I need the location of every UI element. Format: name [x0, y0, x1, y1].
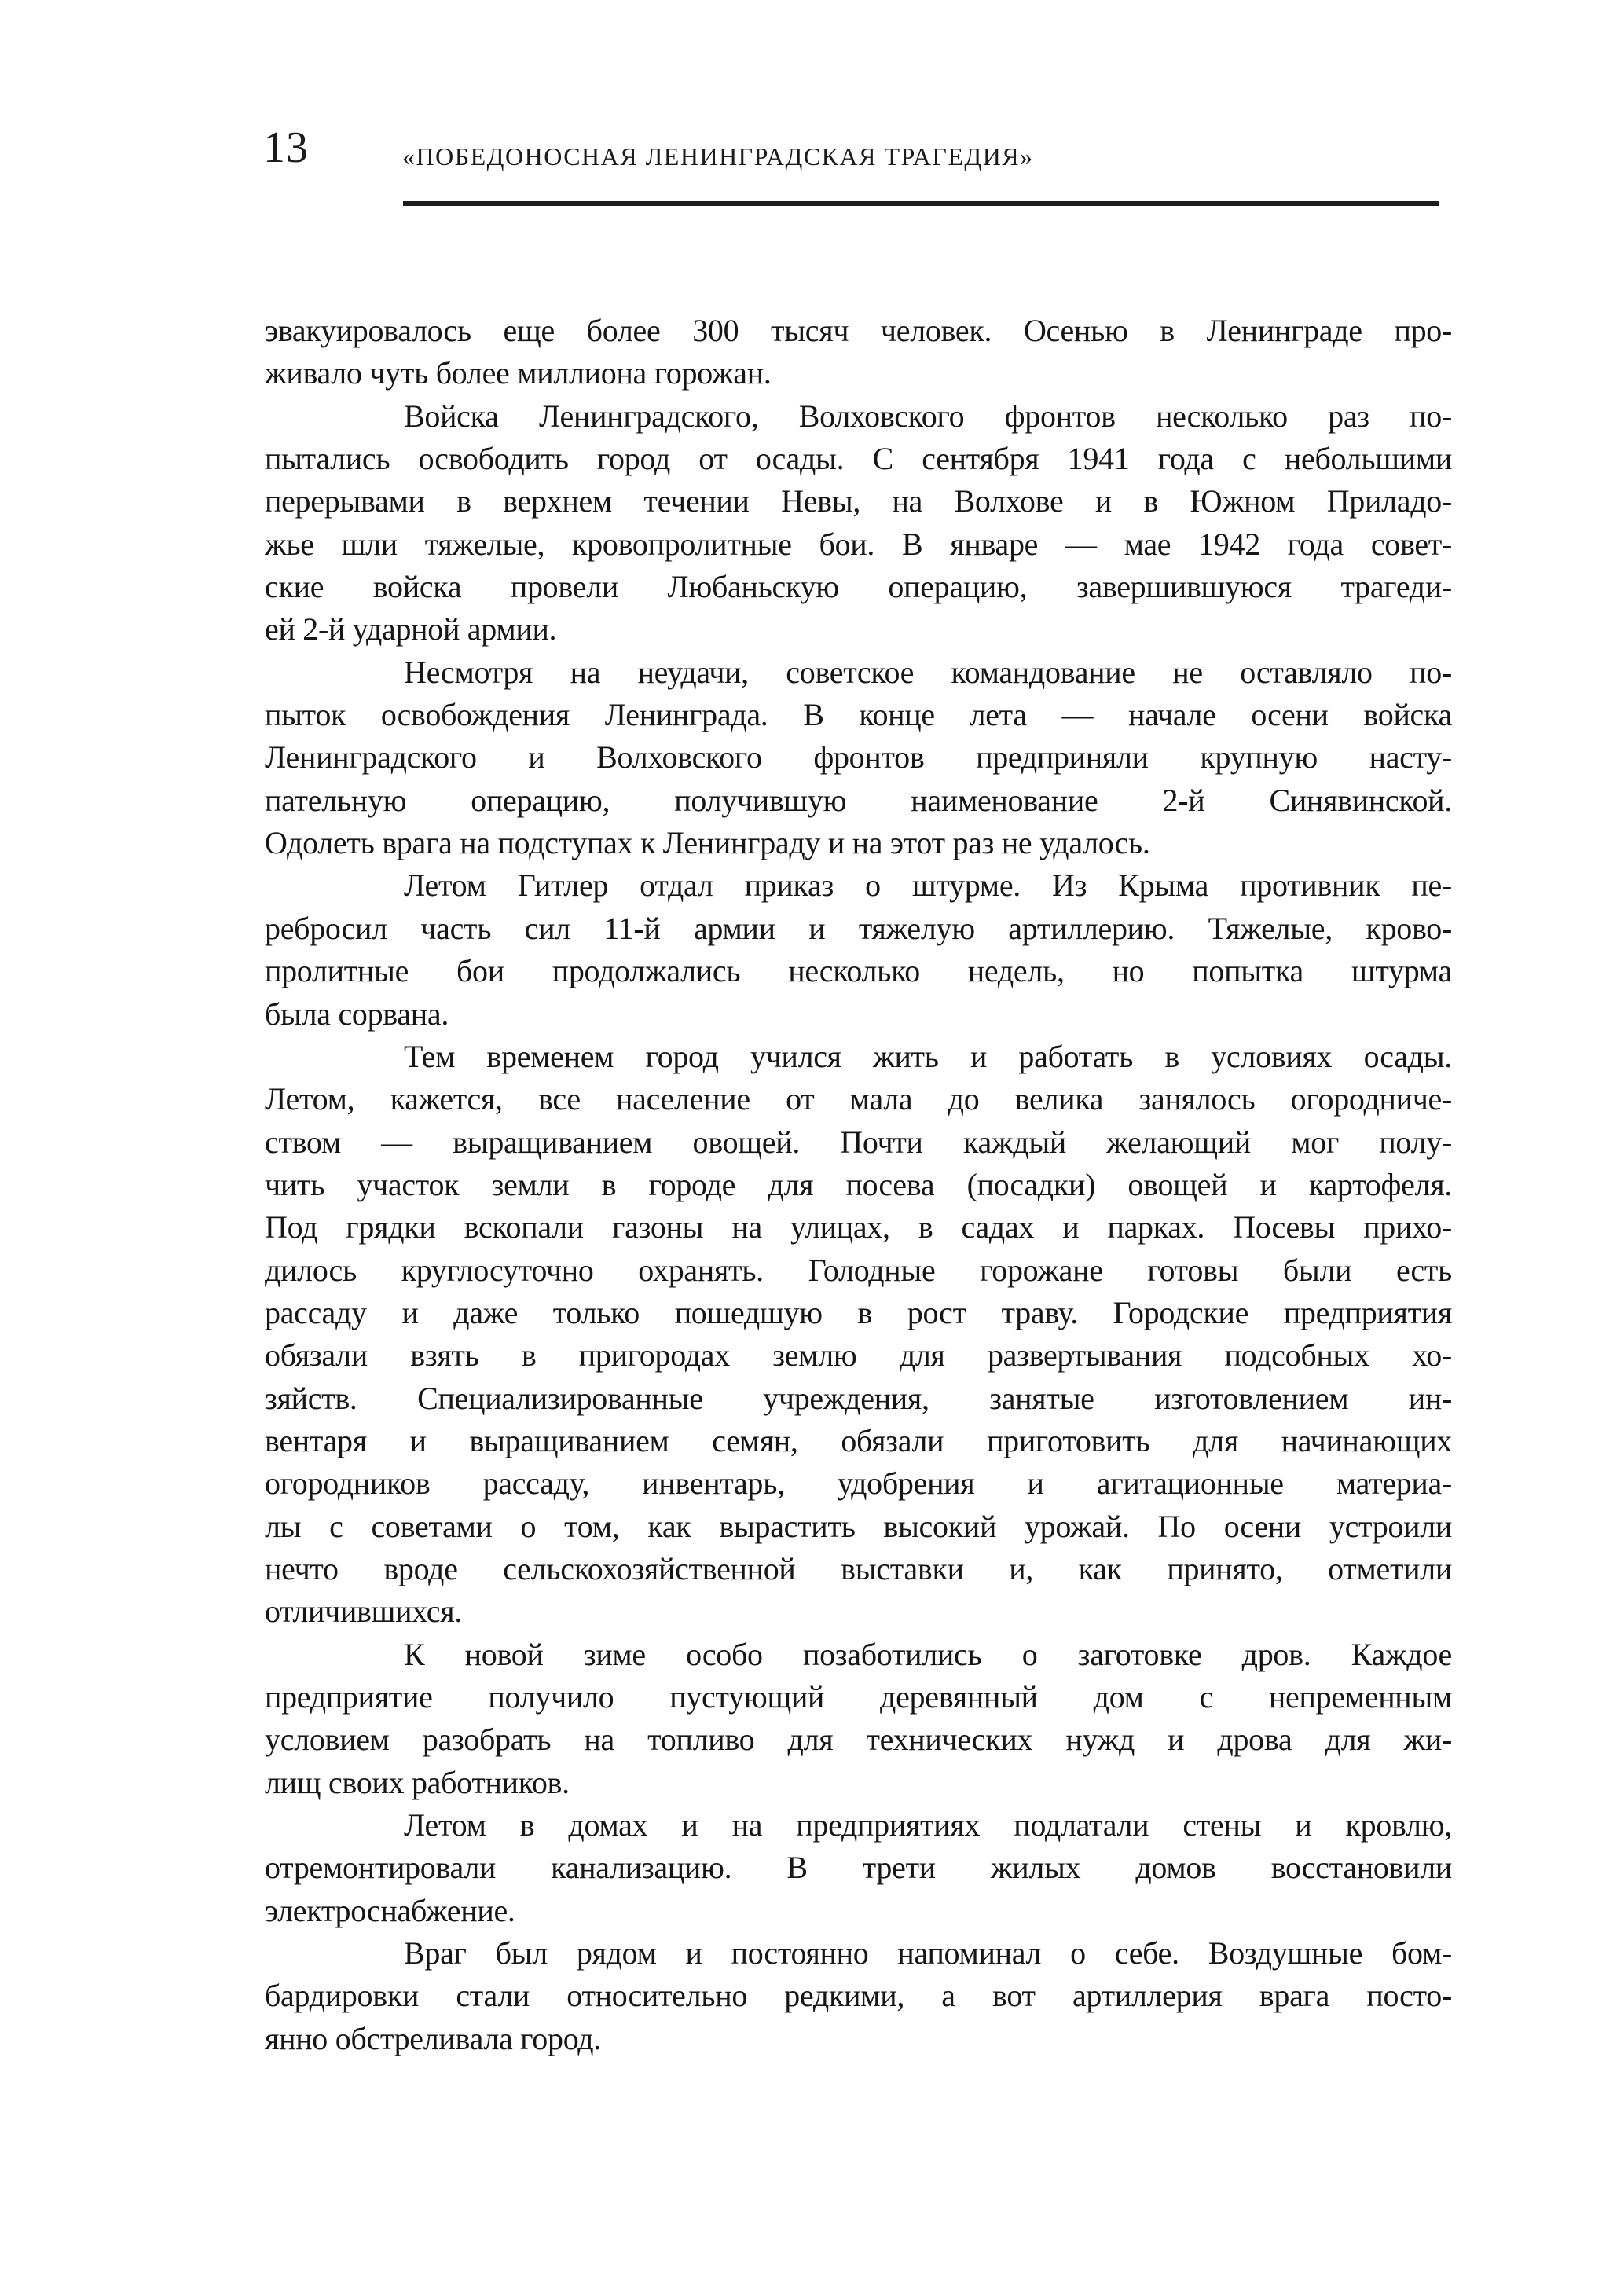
text-line: огородников рассаду, инвентарь, удобрения и агитационные материа-: [265, 1465, 1452, 1502]
text-line: Одолеть врага на подступах к Ленинграду и на этот раз не удалось.: [265, 825, 1150, 861]
text-line: янно обстреливала город.: [265, 2020, 601, 2056]
text-line: лищ своих работников.: [265, 1764, 570, 1800]
text-line: бардировки стали относительно редкими, а вот артиллерия врага посто-: [265, 1978, 1452, 2014]
text-line: перерывами в верхнем течении Невы, на Волхове и в Южном Приладо-: [265, 483, 1452, 519]
text-line: Войска Ленинградского, Волховского фронтов несколько раз по-: [404, 398, 1452, 434]
text-line: Под грядки вскопали газоны на улицах, в садах и парках. Посевы прихо-: [265, 1209, 1452, 1245]
page-number: 13: [263, 123, 309, 172]
text-line: отличившихся.: [265, 1594, 463, 1630]
text-line: пыток освобождения Ленинграда. В конце лета — начале осени войска: [265, 697, 1452, 733]
text-line: Враг был рядом и постоянно напоминал о себе. Воздушные бом-: [404, 1935, 1452, 1971]
text-line: ством — выращиванием овощей. Почти каждый желающий мог полу-: [265, 1124, 1452, 1160]
text-line: ские войска провели Любаньскую операцию, завершившуюся трагеди-: [265, 569, 1452, 605]
body-text: [265, 310, 1452, 2060]
text-line: пытались освободить город от осады. С сентября 1941 года с небольшими: [265, 441, 1452, 477]
text-line: пательную операцию, получившую наименование 2-й Синявинской.: [265, 782, 1452, 818]
text-line: пролитные бои продолжались несколько недель, но попытка штурма: [265, 953, 1452, 989]
text-line: зяйств. Специализированные учреждения, занятые изготовлением ин-: [265, 1380, 1452, 1416]
text-line: рассаду и даже только пошедшую в рост траву. Городские предприятия: [265, 1294, 1452, 1330]
text-line: предприятие получило пустующий деревянный дом с непременным: [265, 1679, 1452, 1715]
text-line: была сорвана.: [265, 996, 449, 1032]
text-line: ей 2-й ударной армии.: [265, 611, 557, 647]
text-line: электроснабжение.: [265, 1892, 515, 1928]
text-line: живало чуть более миллиона горожан.: [265, 355, 772, 391]
text-line: Летом, кажется, все население от мала до велика занялось огородниче-: [265, 1081, 1452, 1117]
text-line: вентаря и выращиванием семян, обязали приготовить для начинающих: [265, 1422, 1452, 1458]
text-line: Тем временем город учился жить и работать в условиях осады.: [404, 1038, 1452, 1074]
text-line: Несмотря на неудачи, советское командование не оставляло по-: [404, 654, 1452, 690]
text-line: обязали взять в пригородах землю для развертывания подсобных хо-: [265, 1337, 1452, 1374]
text-line: дилось круглосуточно охранять. Голодные горожане готовы были есть: [265, 1252, 1452, 1288]
text-line: лы с советами о том, как вырастить высокий урожай. По осени устроили: [265, 1508, 1452, 1544]
text-line: жье шли тяжелые, кровопролитные бои. В январе — мае 1942 года совет-: [265, 526, 1452, 562]
text-line: ребросил часть сил 11-й армии и тяжелую артиллерию. Тяжелые, крово-: [265, 910, 1452, 946]
running-title: «ПОБЕДОНОСНАЯ ЛЕНИНГРАДСКАЯ ТРАГЕДИЯ»: [402, 142, 1034, 171]
text-line: чить участок земли в городе для посева (посадки) овощей и картофеля.: [265, 1166, 1452, 1202]
text-line: К новой зиме особо позаботились о заготовке дров. Каждое: [404, 1636, 1452, 1672]
text-line: эвакуировалось еще более 300 тысяч человек. Осенью в Ленинграде про-: [265, 313, 1452, 348]
text-line: Ленинградского и Волховского фронтов предприняли крупную насту-: [265, 739, 1452, 776]
text-line: отремонтировали канализацию. В трети жилых домов восстановили: [265, 1850, 1452, 1886]
text-line: условием разобрать на топливо для технических нужд и дрова для жи-: [265, 1722, 1452, 1758]
text-line: Летом Гитлер отдал приказ о штурме. Из Крыма противник пе-: [404, 867, 1452, 904]
text-line: нечто вроде сельскохозяйственной выставки и, как принято, отметили: [265, 1550, 1452, 1586]
header-rule: [403, 201, 1439, 206]
text-line: Летом в домах и на предприятиях подлатали стены и кровлю,: [404, 1807, 1452, 1843]
